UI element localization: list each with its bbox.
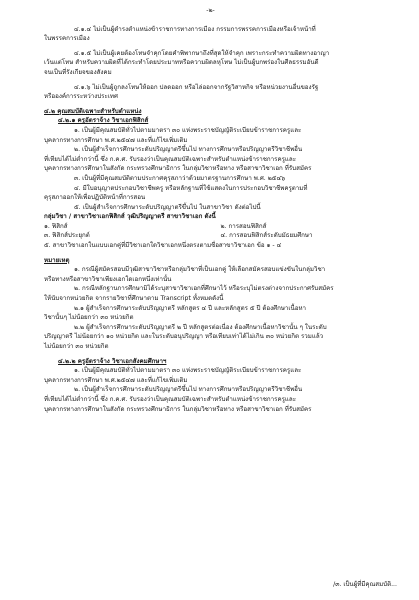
s421-item-2-cont2: บุคลากรทางการศึกษาในสังกัด กระทรวงศึกษาธิการ ในกลุ่มวิชาหรือทาง หรือสาขาวิชาเอก ที่รับสมัคร [44,165,312,173]
continuation-note: /๓. เป็นผู้ที่มีคุณสมบัติ... [333,581,397,589]
note-1: ๑. กรณีผู้สมัครสอบมีวุฒิสาขาวิชาหรือกลุ่มวิชาที่เป็นเอกคู่ ให้เลือกสมัครสอบแข่งขันในกลุ่มวิชา [74,266,326,274]
s421-item-2: ๒. เป็นผู้สำเร็จการศึกษาระดับปริญญาตรีขึ้นไป ทางการศึกษาหรือปริญญาตรีวิชาชีพอื่น [74,146,303,154]
notes-heading: หมายเหตุ [44,256,70,264]
s421-item-6: ๕. สาขาวิชาเอกในแบบเอกคู่ที่มีวิชาเอกใดวิชาเอกหนึ่งตรงตามชื่อสาขาวิชาเอก ข้อ ๑ - ๔ [44,242,282,250]
s422-item-1: ๑. เป็นผู้มีคุณสมบัติทั่วไปตามมาตรา ๓๐ แห่งพระราชบัญญัติระเบียบข้าราชการครูและ [74,367,302,375]
major-item: ๒. การสอนฟิสิกส์ [220,222,267,230]
note-2: ๒. กรณีหลักฐานการศึกษามิได้ระบุสาขาวิชาเอกที่ศึกษาไว้ หรือระบุไม่ตรงต่างจากประกาศรับสมัคร [74,285,334,293]
qual-4-1-6: ๔.๑.๖ ไม่เป็นผู้ถูกลงโทษให้ออก ปลดออก หรือไล่ออกจากรัฐวิสาหกิจ หรือหน่วยงานอื่นของรัฐ [74,83,319,91]
note-1-cont: หรือทางหรือสาขาวิชาเพียงเอกใดเอกหนึ่งเท่านั้น [44,275,172,283]
qual-4-1-4-cont: ในพรรคการเมือง [44,35,90,43]
s422-item-1-cont: บุคลากรทางการศึกษา พ.ศ.๒๕๔๗ และที่แก้ไขเพิ่มเติม [44,376,188,384]
note-2-2-cont2: ไม่น้อยกว่า ๓๐ หน่วยกิต [44,343,109,350]
s422-item-2-cont2: บุคลากรทางการศึกษาในสังกัด กระทรวงศึกษาธิการ ในกลุ่มวิชาหรือทาง หรือสาขาวิชาเอก ที่รับสมัคร [44,405,312,413]
section-4-2-1-heading: ๔.๒.๑ ครูอัตราจ้าง วิชาเอกฟิสิกส์ [58,117,149,125]
major-list [24,222,397,241]
qual-4-1-5-cont1: เว้นแต่โทษ สำหรับความผิดที่ได้กระทำโดยประมาทหรือความผิดลหุโทษ ไม่เป็นผู้บกพร่องในศีลธรรมอันดี [44,59,319,67]
qual-4-1-4: ๔.๑.๔ ไม่เป็นผู้ดำรงตำแหน่งข้าราชการทางการเมือง กรรมการพรรคการเมืองหรือเจ้าหน้าที่ [74,25,316,33]
major-item: ๔. การสอนฟิสิกส์ระดับมัธยมศึกษา [220,232,313,240]
s421-item-1: ๑. เป็นผู้มีคุณสมบัติทั่วไปตามมาตรา ๓๐ แห่งพระราชบัญญัติระเบียบข้าราชการครูและ [74,126,302,134]
page-number: -๒- [206,7,215,14]
major-group-heading: กลุ่มวิชา / สาขาวิชาเอกฟิสิกส์ วุฒิปริญญาตรี สาขาวิชาเอก ดังนี้ [44,213,216,221]
major-item: ๓. ฟิสิกส์ประยุกต์ [44,232,90,240]
s421-item-5: ๕. เป็นผู้สำเร็จการศึกษาระดับปริญญาตรีขึ้นไป ในสาขาวิชา ดังต่อไปนี้ [74,203,261,211]
note-2-1: ๒.๑ ผู้สำเร็จการศึกษาระดับปริญญาตรี หลักสูตร ๔ ปี และหลักสูตร ๕ ปี ต้องศึกษาเนื้อหา [74,304,307,312]
s422-item-2-cont1: ที่เทียบได้ไม่ต่ำกว่านี้ ซึ่ง ก.ค.ศ. รับรองว่าเป็นคุณสมบัติเฉพาะสำหรับตำแหน่งข้าราชการครูและ [44,395,297,403]
note-2-1-cont: วิชานั้นๆ ไม่น้อยกว่า ๓๐ หน่วยกิต [44,314,134,322]
s421-item-2-cont1: ที่เทียบได้ไม่ต่ำกว่านี้ ซึ่ง ก.ค.ศ. รับรองว่าเป็นคุณสมบัติเฉพาะสำหรับตำแหน่งข้าราชการครูและ [44,155,297,163]
note-2-2: ๒.๒ ผู้สำเร็จการศึกษาระดับปริญญาตรี ๒ ปี หลักสูตรต่อเนื่อง ต้องศึกษาเนื้อหาวิชานั้น ๆ ในระดับ [74,323,327,331]
section-4-2-heading: ๔.๒ คุณสมบัติเฉพาะสำหรับตำแหน่ง [44,107,142,115]
qual-4-1-6-cont: หรือองค์การระหว่างประเทศ [44,93,118,101]
s421-item-1-cont: บุคลากรทางการศึกษา พ.ศ.๒๕๔๗ และที่แก้ไขเพิ่มเติม [44,136,188,144]
s421-item-4-cont: คุรุสภาออกให้เพื่อปฏิบัติหน้าที่การสอน [44,194,146,202]
s421-item-4: ๔. มีใบอนุญาตประกอบวิชาชีพครู หรือหลักฐานที่ใช้แสดงในการประกอบวิชาชีพครูตามที่ [74,184,308,192]
s421-item-3: ๓. เป็นผู้ที่มีคุณสมบัติตามประกาศคุรุสภาว่าด้วยมาตรฐานการศึกษา พ.ศ. ๒๕๔๖ [74,174,286,182]
note-2-2-cont1: ปริญญาตรี ไม่น้อยกว่า ๑๐ หน่วยกิต และในระดับอนุปริญญา หรือเทียบเท่าได้ไม่เกิน ๓๐ หน่วยกิต รวมแล้ว [44,333,324,341]
section-4-2-2-heading: ๔.๒.๒ ครูอัตราจ้าง วิชาเอกสังคมศึกษาฯ [58,357,167,365]
major-item: ๑. ฟิสิกส์ [44,222,68,230]
note-2-cont: ให้นับจากหน่วยกิต จากรายวิชาที่ศึกษาตาม Transcript ทั้งหมดดังนี้ [44,295,224,303]
qual-4-1-5: ๔.๑.๕ ไม่เป็นผู้เคยต้องโทษจำคุกโดยคำพิพากษาถึงที่สุดให้จำคุก เพราะกระทำความผิดทางอาญา [74,49,330,57]
s422-item-2: ๒. เป็นผู้สำเร็จการศึกษาระดับปริญญาตรีขึ้นไป ทางการศึกษาหรือปริญญาตรีวิชาชีพอื่น [74,386,303,394]
qual-4-1-5-cont2: จนเป็นที่รังเกียจของสังคม [44,68,112,76]
